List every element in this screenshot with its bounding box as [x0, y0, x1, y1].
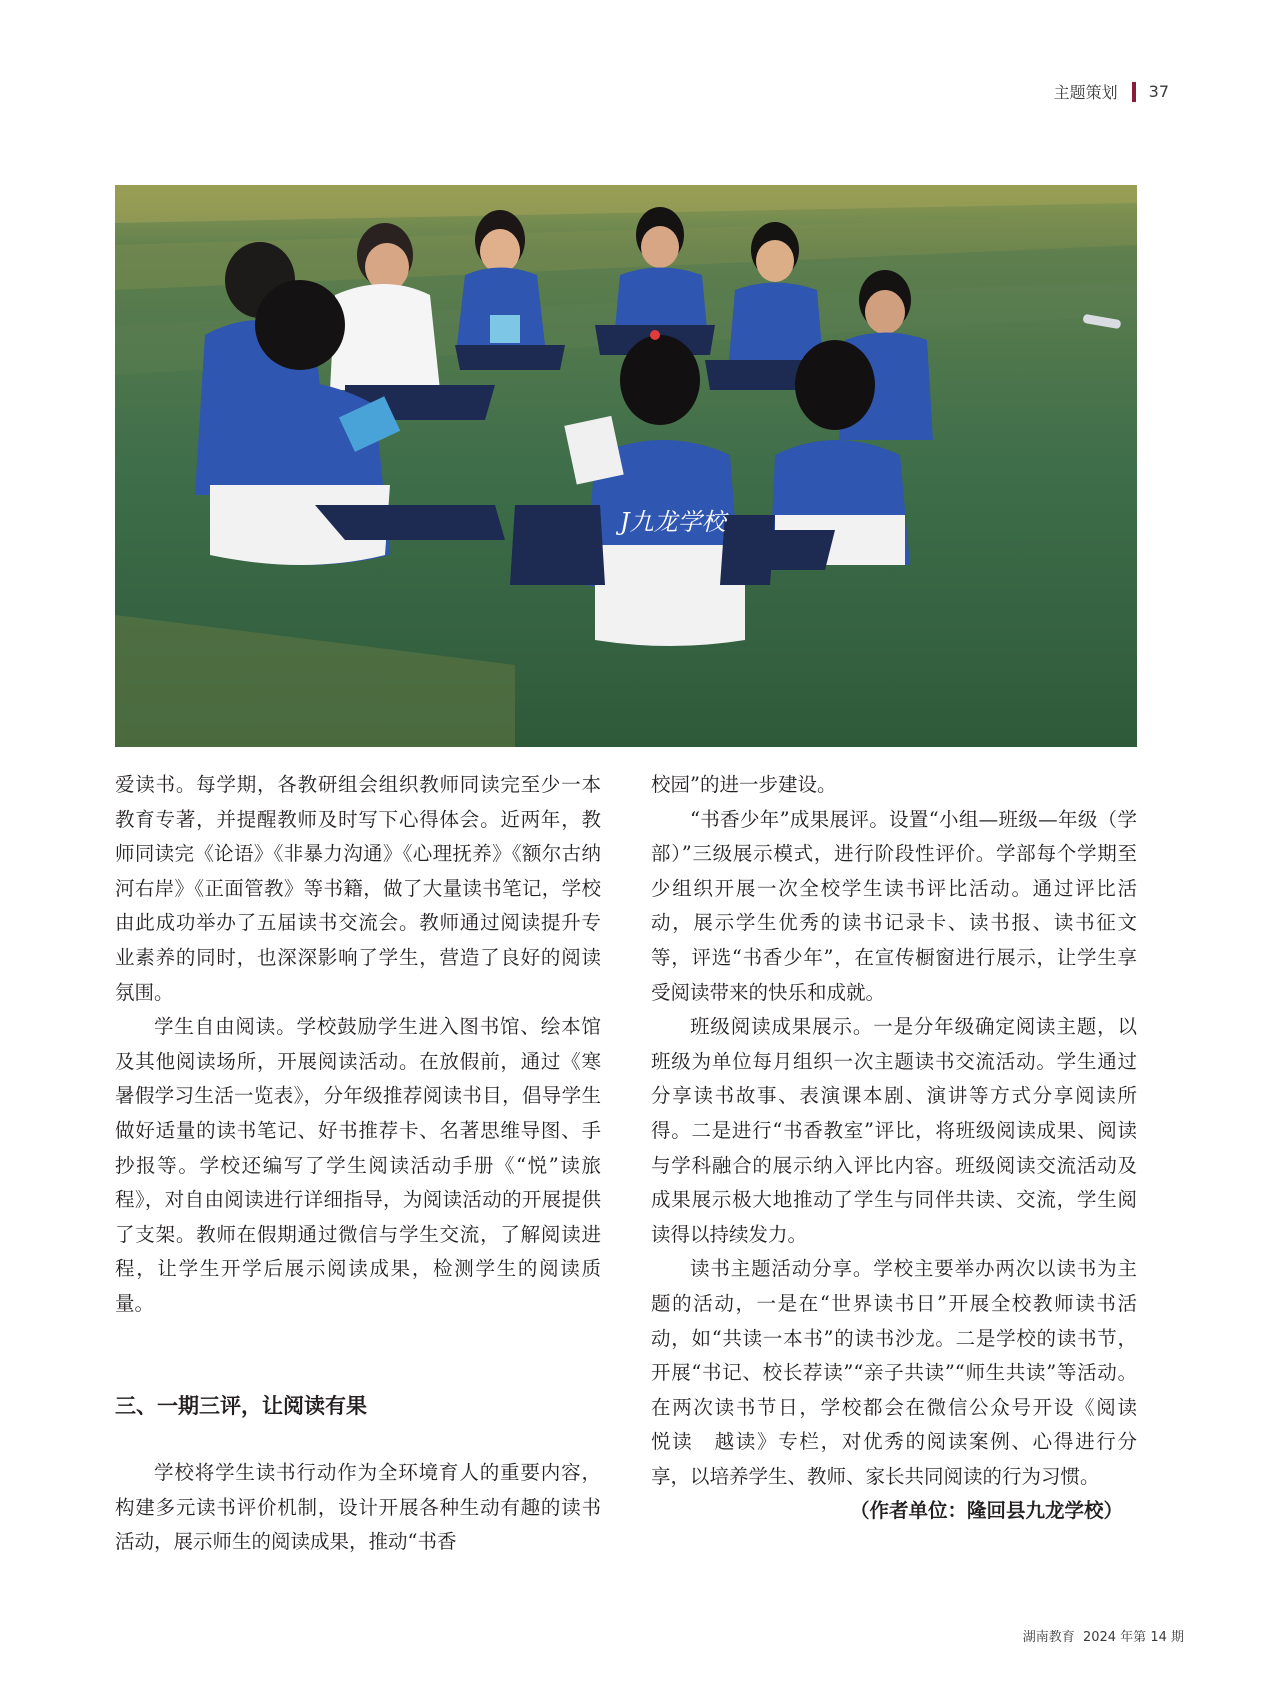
- author-affiliation: （作者单位：隆回县九龙学校）: [849, 1499, 1123, 1523]
- paragraph-student-free-reading: 学生自由阅读。学校鼓励学生进入图书馆、绘本馆及其他阅读场所，开展阅读活动。在放假前，通过《寒暑假学习生活一览表》，分年级推荐阅读书目，倡导学生做好适量的读书笔记、好书推荐卡、名著思维导图、手抄报等。学校还编写了学生阅读活动手册《“悦”读旅程》，对自由阅读进行详细指导，为阅读活动的开展提供了支架。教师在假期通过微信与学生交流，了解阅读进程，让学生开学后展示阅读成果，检测学生的阅读质量。: [115, 1015, 601, 1315]
- page-number: 37: [1148, 82, 1169, 101]
- students-reading-circle-photo: [115, 185, 1137, 747]
- right-text-column: [651, 768, 1157, 1529]
- left-text-column: [115, 768, 601, 1560]
- paragraph-evaluation-intro: 学校将学生读书行动作为全环境育人的重要内容，构建多元读书评价机制，设计开展各种生动有趣的读书活动，展示师生的阅读成果，推动“书香: [115, 1461, 601, 1554]
- paragraph-teacher-reading: 爱读书。每学期，各教研组会组织教师同读完至少一本教育专著，并提醒教师及时写下心得体会。近两年，教师同读完《论语》《非暴力沟通》《心理抚养》《额尔古纳河右岸》《正面管教》等书籍，做了大量读书笔记，学校由此成功举办了五届读书交流会。教师通过阅读提升专业素养的同时，也深深影响了学生，营造了良好的阅读氛围。: [115, 773, 601, 1004]
- paragraph-class-reading: 班级阅读成果展示。一是分年级确定阅读主题，以班级为单位每月组织一次主题读书交流活动。学生通过分享读书故事、表演课本剧、演讲等方式分享阅读所得。二是进行“书香教室”评比，将班级阅读成果、阅读与学科融合的展示纳入评比内容。班级阅读交流活动及成果展示极大地推动了学生与同伴共读、交流，学生阅读得以持续发力。: [651, 1015, 1137, 1246]
- running-footer: [1023, 1626, 1184, 1645]
- journal-name: 湖南教育: [1022, 1630, 1075, 1645]
- running-header: [1054, 80, 1169, 103]
- paragraph-reading-activities: 读书主题活动分享。学校主要举办两次以读书为主题的活动，一是在“世界读书日”开展全校教师读书活动，如“共读一本书”的读书沙龙。二是学校的读书节，开展“书记、校长荐读”“亲子共读”“师生共读”等活动。在两次读书节日，学校都会在微信公众号开设《阅读 悦读 越读》专栏，对优秀的阅读案例、心得进行分享，以培养学生、教师、家长共同阅读的行为习惯。: [651, 1257, 1157, 1488]
- paragraph-shuxiang-youth: “书香少年”成果展评。设置“小组—班级—年级（学部）”三级展示模式，进行阶段性评价。学部每个学期至少组织开展一次全校学生读书评比活动。通过评比活动，展示学生优秀的读书记录卡、读书报、读书征文等，评选“书香少年”，在宣传橱窗进行展示，让学生享受阅读带来的快乐和成就。: [651, 807, 1137, 1004]
- paragraph-continuation: 校园”的进一步建设。: [651, 773, 837, 796]
- section-heading: 三、一期三评，让阅读有果: [115, 1393, 367, 1418]
- uniform-print: J九龙学校: [620, 508, 726, 536]
- section-title: 主题策划: [1053, 83, 1118, 102]
- header-divider-bar: [1132, 82, 1136, 102]
- issue-number: 2024 年第 14 期: [1082, 1630, 1184, 1645]
